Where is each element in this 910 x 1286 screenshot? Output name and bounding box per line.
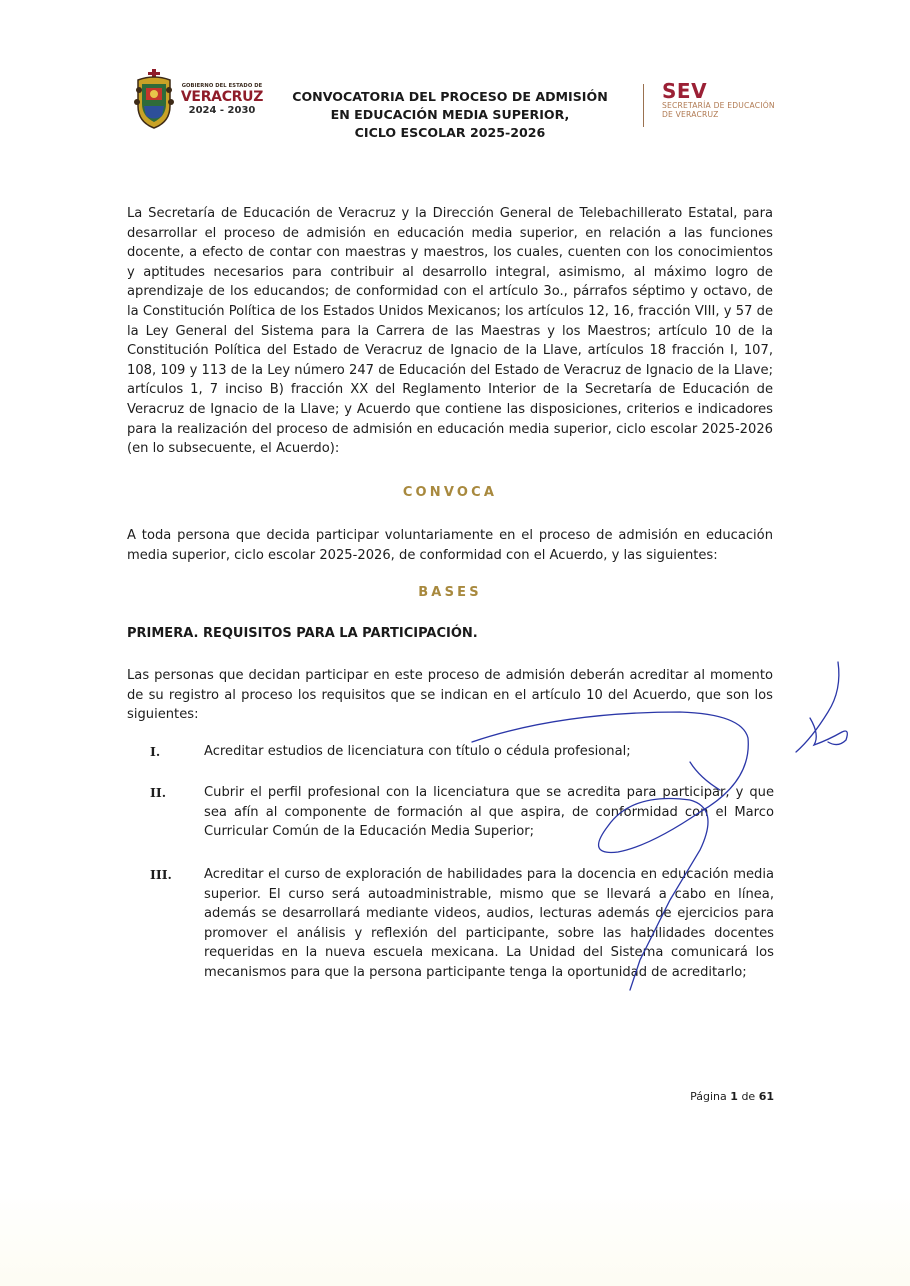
of-label: de xyxy=(741,1090,756,1103)
requirement-numeral: II. xyxy=(150,785,167,800)
document-title xyxy=(270,88,630,142)
intro-paragraph: La Secretaría de Educación de Veracruz y la Dirección General de Telebachillerato Estatal, para desarrollar el proceso de admisión en educación media superior, en relación a las funciones docente, a efecto de contar con maestras y maestros, los cuales, cuenten con los conocimientos y aptitudes necesarios para contribuir al desarrollo integral, asimismo, al máximo logro de aprendizaje de los educandos; de conformidad con el artículo 3o., párrafos séptimo y octavo, de la Constitución Política de los Estados Unidos Mexicanos; los artículos 12, 16, fracción VIII, y 57 de la Ley General del Sistema para la Carrera de las Maestras y los Maestros; artículo 10 de la Constitución Política del Estado de Veracruz de Ignacio de la Llave, artículos 18 fracción I, 107, 108, 109 y 113 de la Ley número 247 de Educación del Estado de Veracruz de Ignacio de la Llave; artículos 1, 7 inciso B) fracción XX del Reglamento Interior de la Secretaría de Educación de Veracruz de Ignacio de la Llave; y Acuerdo que contiene las disposiciones, criterios e indicadores para la realización del proceso de admisión en educación media superior, ciclo escolar 2025-2026 (en lo subsecuente, el Acuerdo): xyxy=(127,206,773,457)
government-wordmark xyxy=(180,83,264,117)
total-pages: 61 xyxy=(758,1090,774,1103)
section-title: PRIMERA. REQUISITOS PARA LA PARTICIPACIÓN. xyxy=(127,626,478,641)
administration-years: 2024 - 2030 xyxy=(188,105,256,116)
requirement-text: Acreditar el curso de exploración de habilidades para la docencia en educación media superior. El curso será autoadministrable, mismo que se llevará a cabo en línea, además se desarrollará mediante videos, audios, lecturas además de ejercicios para promover el análisis y reflexión del participante, sobre las habilidades docentes requeridas en la nueva escuela mexicana. La Unidad del Sistema comunicará los mecanismos para que la persona participante tenga la oportunidad de acreditarlo; xyxy=(204,867,774,980)
bases-heading: BASES xyxy=(418,585,482,600)
title-line-1: CONVOCATORIA DEL PROCESO DE ADMISIÓN xyxy=(292,89,608,104)
sev-subtitle-1: SECRETARÍA DE EDUCACIÓN xyxy=(662,101,775,110)
logo-divider xyxy=(643,84,644,127)
convoca-heading: CONVOCA xyxy=(402,485,498,500)
convoca-paragraph: A toda persona que decida participar voluntariamente en el proceso de admisión en educación media superior, ciclo escolar 2025-2026, de conformidad con el Acuerdo, y las siguientes: xyxy=(127,528,773,563)
sev-subtitle-2: DE VERACRUZ xyxy=(662,109,719,119)
page-number xyxy=(600,1090,774,1103)
veracruz-government-logo xyxy=(132,68,262,130)
government-of-label: GOBIERNO DEL ESTADO DE xyxy=(181,83,263,89)
requirement-text: Cubrir el perfil profesional con la licenciatura que se acredita para participar, y que sea afín al componente de formación al que aspira, de conformidad con el Marco Curricular Común de la Educación Media Superior; xyxy=(204,785,774,840)
requirement-text: Acreditar estudios de licenciatura con título o cédula profesional; xyxy=(204,744,631,759)
requirement-numeral: III. xyxy=(150,867,172,882)
title-line-2: EN EDUCACIÓN MEDIA SUPERIOR, xyxy=(330,107,570,122)
section-intro: Las personas que decidan participar en este proceso de admisión deberán acreditar al momento de su registro al proceso los requisitos que se indican en el artículo 10 del Acuerdo, que son los siguientes: xyxy=(127,668,773,723)
sev-logo xyxy=(662,80,802,119)
page-bottom-tint xyxy=(0,1190,910,1286)
page-label: Página xyxy=(690,1090,727,1103)
coat-of-arms-icon xyxy=(132,68,176,130)
sev-wordmark: SEV xyxy=(662,79,708,103)
title-line-3: CICLO ESCOLAR 2025-2026 xyxy=(354,125,546,140)
state-name: VERACRUZ xyxy=(180,89,264,105)
requirement-numeral: I. xyxy=(150,744,161,759)
current-page: 1 xyxy=(730,1090,738,1103)
